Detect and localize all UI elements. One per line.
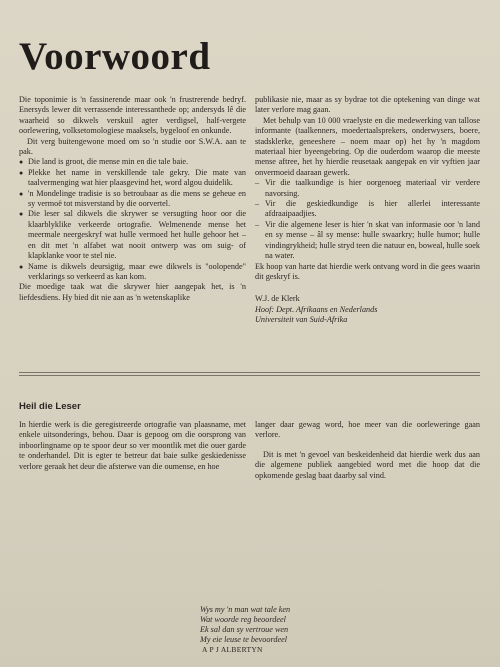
foreword-right-column [255,95,480,326]
foreword-paragraph: Met behulp van 10 000 vraelyste en die medewerking van tallose informante (taalkenners, moedertaalsprekers, onderwysers, boere, stadsklerke, geneeshere – noem maar op) het hy 'n magdom materiaal hier byeengebring. Op die ouderdom waarop die meeste mense aftree, het hy hierdie reusetaak aangepak en vir vyftien jaar onvermoeid daaraan gewerk. [255,115,480,177]
foreword-bullet-list [19,157,246,282]
foreword-paragraph: Ek hoop van harte dat hierdie werk ontvang word in die gees waarin dit geskryf is. [255,261,480,281]
reader-right-column [255,420,480,481]
foreword-intro: Die toponimie is 'n fassinerende maar ook 'n frustrerende bedryf. Enersyds lewer dit verrassende interessanthede op; andersyds lê die waarheid so dikwels verskuil agter verdigsel, half-vergete oorlewering, volksetomologiese maaksels, bygeloof en onkunde. [19,95,246,136]
reader-paragraph: langer daar gewag word, hoe meer van die oorleweringe gaan verlore. [255,420,480,440]
poem-block [200,605,360,655]
dash-item: – Vir die taalkundige is hier oorgenoeg materiaal vir verdere navorsing. [255,178,480,199]
signature-block [255,294,480,325]
bullet-item: ● 'n Mondelinge tradisie is so betroubaar as die mens se geheue en sy vermoë tot misverstand by die oorvertel. [19,189,246,210]
signature-name: W.J. de Klerk [255,294,300,304]
bullet-item: ● Die leser sal dikwels die skrywer se versugting hoor oor die klaarblyklike verkeerde ortografie. Welmenende mense het meermale neergeskryf wat hulle vermoed het hulle gehoor het – en dit met 'n alfabet wat nooit ontwerp was om suig- of klapklanke voor te stel nie. [19,209,246,261]
poem-author: A P J ALBERTYN [202,645,263,654]
dash-item: – Vir die geskiedkundige is hier allerlei interessante afdraaipaadjies. [255,199,480,220]
bullet-item: ● Name is dikwels deursigtig, maar ewe dikwels is "oolopende" verklarings so verkeerd as kan kom. [19,262,246,283]
page-title: Voorwoord [19,35,211,78]
foreword-paragraph: Die moedige taak wat die skrywer hier aangepak het, is 'n liefdesdiens. Hy bied dit nie aan as 'n wetenskaplike [19,282,246,302]
foreword-dash-list [255,178,480,261]
poem-line: My eie leuse te bevoordeel [200,635,287,644]
bullet-item: ● Plekke het name in verskillende tale gekry. Die mate van taalvermenging wat hier plaasgevind het, word algou duidelik. [19,168,246,189]
poem-line: Wat woorde reg beoordeel [200,615,286,624]
reader-paragraph: In hierdie werk is die geregistreerde ortografie van plaasname, met enkele uitsonderings, behou. Daar is gepoog om die oorsprong van inboorlingname op te spoor deur so ver moontlik met die ouer garde te onderhandel. Dit is egter te betreur dat baie sulke geskiedenisse verlore geraak het deur die afsterwe van die oumense, en hoe [19,420,246,471]
foreword-left-column [19,95,246,303]
signature-role: Hoof: Dept. Afrikaans en Nederlands [255,304,378,314]
section-divider-bottom [19,375,480,376]
poem-line: Wys my 'n man wat tale ken [200,605,291,614]
bullet-item: ● Die land is groot, die mense min en die tale baie. [19,157,246,167]
poem-line: Ek sal dan sy vertroue wen [200,625,289,634]
section-divider-top [19,372,480,373]
dash-item: – Vir die algemene leser is hier 'n skat van informasie oor 'n land en sy mense – âl sy mense: hulle swaarkry; hulle humor; hulle vindingrykheid; hulle stryd teen die natuur en, boweal, hulle soek na water. [255,220,480,262]
foreword-paragraph: Dit verg buitengewone moed om so 'n studie oor S.W.A. aan te pak. [19,136,246,157]
section-heading: Heil die Leser [19,401,81,412]
foreword-paragraph: publikasie nie, maar as sy bydrae tot die optekening van dinge wat later verlore mag gaan. [255,95,480,115]
reader-paragraph: Dit is met 'n gevoel van beskeidenheid dat hierdie werk dus aan die algemene publiek aangebied word met die hoop dat die opkomende geslag baat daarby sal vind. [255,449,480,480]
signature-institution: Universiteit van Suid-Afrika [255,315,348,325]
reader-left-column [19,420,246,472]
